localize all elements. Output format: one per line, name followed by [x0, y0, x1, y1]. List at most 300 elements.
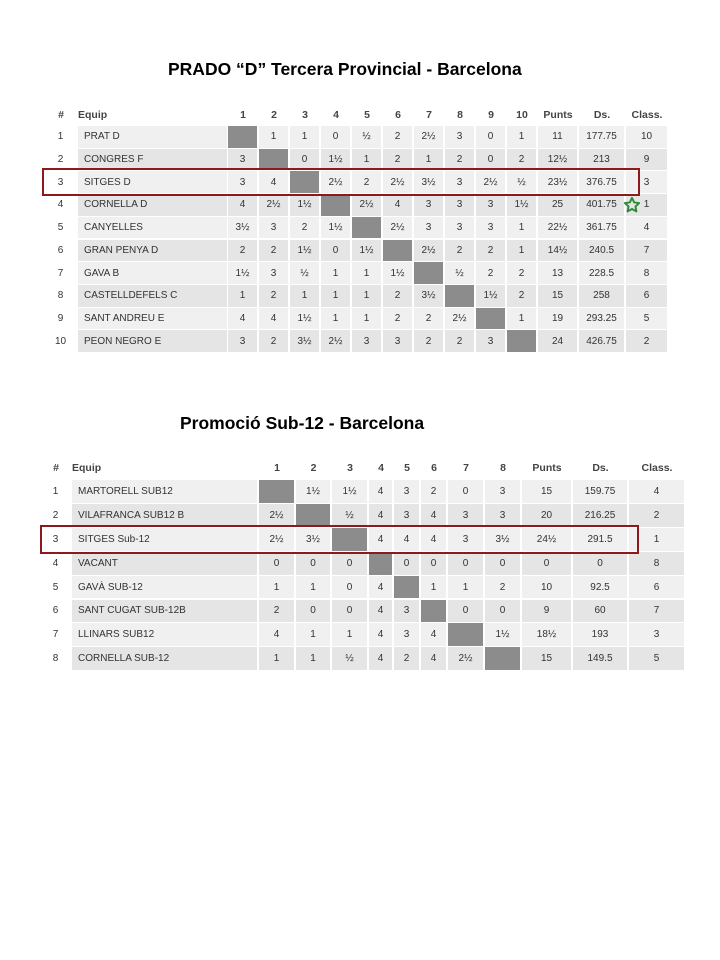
header-cell: 7 — [463, 462, 469, 474]
result-cell: 4 — [369, 647, 392, 670]
points-cell: 10 — [522, 576, 571, 599]
rank-cell: 3 — [57, 176, 64, 188]
result-cell: 1½ — [321, 217, 350, 239]
header-cell: Ds. — [592, 462, 609, 474]
team-name: SITGES D — [78, 171, 227, 193]
tiebreak-cell: 228.5 — [579, 262, 624, 284]
result-cell: 2½ — [259, 504, 294, 527]
result-cell: 2 — [507, 285, 536, 307]
result-cell: 2 — [507, 262, 536, 284]
team-name: LLINARS SUB12 — [72, 623, 257, 646]
table-header — [46, 104, 663, 126]
result-cell: 2 — [445, 149, 474, 171]
result-cell: 3 — [352, 330, 381, 352]
rank-cell: 2 — [52, 509, 59, 521]
result-cell: ½ — [332, 504, 367, 527]
table-row — [46, 285, 650, 307]
team-name: GAVÀ SUB-12 — [72, 576, 257, 599]
table-row — [46, 194, 650, 216]
rank-cell: 1 — [52, 485, 59, 497]
class-cell: 8 — [629, 552, 684, 575]
class-cell: 5 — [626, 308, 667, 330]
rank-cell: 10 — [54, 335, 67, 347]
table-row — [42, 480, 660, 503]
result-cell: 3 — [414, 194, 443, 216]
result-cell: 1½ — [290, 240, 319, 262]
table1-title: PRADO “D” Tercera Provincial - Barcelona — [168, 59, 522, 79]
header-cell: 6 — [431, 462, 437, 474]
team-name: PEON NEGRO E — [78, 330, 227, 352]
result-cell: 1 — [296, 576, 330, 599]
result-cell: 4 — [421, 504, 446, 527]
tiebreak-cell: 159.75 — [573, 480, 627, 503]
rank-cell: 7 — [57, 267, 64, 279]
result-cell: 3 — [445, 217, 474, 239]
result-cell: 2½ — [476, 171, 505, 193]
result-cell: 1½ — [321, 149, 350, 171]
result-cell: 2 — [352, 171, 381, 193]
result-cell: 1½ — [228, 262, 257, 284]
diagonal-cell — [507, 330, 536, 352]
result-cell: 3 — [228, 171, 257, 193]
tiebreak-cell: 216.25 — [573, 504, 627, 527]
header-cell: 1 — [240, 109, 246, 121]
result-cell: 0 — [290, 149, 319, 171]
result-cell: 1 — [259, 576, 294, 599]
result-cell: 3 — [476, 217, 505, 239]
result-cell: 1 — [352, 262, 381, 284]
class-cell: 5 — [629, 647, 684, 670]
result-cell: 1 — [448, 576, 483, 599]
header-cell: Punts — [543, 109, 573, 121]
points-cell: 12½ — [538, 149, 577, 171]
team-name: CASTELLDEFELS C — [78, 285, 227, 307]
tiebreak-cell: 240.5 — [579, 240, 624, 262]
result-cell: 3 — [259, 217, 288, 239]
header-cell: 6 — [395, 109, 401, 121]
result-cell: 3 — [448, 504, 483, 527]
result-cell: 3 — [445, 171, 474, 193]
result-cell: 3 — [394, 623, 419, 646]
table-row — [42, 647, 660, 670]
tiebreak-cell: 213 — [579, 149, 624, 171]
points-cell: 20 — [522, 504, 571, 527]
tiebreak-cell: 293.25 — [579, 308, 624, 330]
class-cell: 7 — [626, 240, 667, 262]
diagonal-cell — [369, 552, 392, 575]
result-cell: 3 — [476, 330, 505, 352]
rank-cell: 6 — [57, 244, 64, 256]
result-cell: 2 — [414, 308, 443, 330]
result-cell: 1½ — [290, 194, 319, 216]
result-cell: ½ — [332, 647, 367, 670]
tiebreak-cell: 149.5 — [573, 647, 627, 670]
result-cell: 0 — [485, 552, 520, 575]
result-cell: 0 — [321, 126, 350, 148]
result-cell: 2½ — [321, 330, 350, 352]
result-cell: 4 — [369, 528, 392, 551]
team-name: SITGES Sub-12 — [72, 528, 257, 551]
result-cell: 1½ — [476, 285, 505, 307]
table-row — [46, 126, 653, 148]
header-cell: 9 — [488, 109, 494, 121]
result-cell: 2 — [383, 149, 412, 171]
result-cell: 4 — [369, 576, 392, 599]
result-cell: 1 — [259, 647, 294, 670]
result-cell: 2 — [485, 576, 520, 599]
class-cell: 9 — [626, 149, 667, 171]
header-cell: 2 — [271, 109, 277, 121]
result-cell: 4 — [259, 308, 288, 330]
result-cell: 4 — [421, 647, 446, 670]
result-cell: 3 — [414, 217, 443, 239]
result-cell: 0 — [332, 552, 367, 575]
header-cell: 3 — [347, 462, 353, 474]
result-cell: 0 — [448, 480, 483, 503]
result-cell: 3½ — [296, 528, 330, 551]
result-cell: 3 — [485, 504, 520, 527]
result-cell: 3½ — [228, 217, 257, 239]
header-cell: 8 — [500, 462, 506, 474]
result-cell: 0 — [421, 552, 446, 575]
team-name: SANT CUGAT SUB-12B — [72, 600, 257, 623]
result-cell: 1½ — [332, 480, 367, 503]
result-cell: 2½ — [352, 194, 381, 216]
header-cell: 5 — [404, 462, 410, 474]
header-cell: # — [58, 109, 64, 121]
tiebreak-cell: 376.75 — [579, 171, 624, 193]
result-cell: 2 — [259, 600, 294, 623]
rank-cell: 5 — [52, 581, 59, 593]
result-cell: 4 — [394, 528, 419, 551]
table-row — [42, 504, 660, 527]
result-cell: 3 — [445, 194, 474, 216]
result-cell: 1 — [507, 308, 536, 330]
team-name: SANT ANDREU E — [78, 308, 227, 330]
rank-cell: 8 — [57, 290, 64, 302]
points-cell: 19 — [538, 308, 577, 330]
diagonal-cell — [445, 285, 474, 307]
result-cell: 1 — [332, 623, 367, 646]
diagonal-cell — [296, 504, 330, 527]
result-cell: 3 — [259, 262, 288, 284]
tiebreak-cell: 291.5 — [573, 528, 627, 551]
result-cell: 2 — [476, 240, 505, 262]
result-cell: 2 — [476, 262, 505, 284]
result-cell: 0 — [332, 600, 367, 623]
result-cell: ½ — [290, 262, 319, 284]
class-cell: 4 — [626, 217, 667, 239]
class-cell: 1 — [626, 194, 667, 216]
result-cell: 4 — [369, 600, 392, 623]
result-cell: 4 — [369, 504, 392, 527]
result-cell: 3½ — [485, 528, 520, 551]
team-name: GAVA B — [78, 262, 227, 284]
header-cell: 1 — [274, 462, 280, 474]
result-cell: 0 — [321, 240, 350, 262]
result-cell: 2 — [383, 285, 412, 307]
diagonal-cell — [383, 240, 412, 262]
points-cell: 0 — [522, 552, 571, 575]
points-cell: 22½ — [538, 217, 577, 239]
rank-cell: 4 — [52, 557, 59, 569]
result-cell: 2½ — [414, 240, 443, 262]
highlight-frame — [42, 168, 640, 196]
team-name: MARTORELL SUB12 — [72, 480, 257, 503]
diagonal-cell — [259, 149, 288, 171]
result-cell: 3 — [383, 330, 412, 352]
result-cell: 1 — [259, 126, 288, 148]
class-cell: 10 — [626, 126, 667, 148]
result-cell: 2 — [383, 308, 412, 330]
points-cell: 9 — [522, 600, 571, 623]
team-name: CORNELLA SUB-12 — [72, 647, 257, 670]
diagonal-cell — [394, 576, 419, 599]
header-cell: Class. — [641, 462, 673, 474]
header-cell: 4 — [333, 109, 339, 121]
header-cell: # — [53, 462, 59, 474]
tiebreak-cell: 426.75 — [579, 330, 624, 352]
result-cell: 2 — [228, 240, 257, 262]
result-cell: 4 — [421, 528, 446, 551]
class-cell: 1 — [629, 528, 684, 551]
result-cell: 0 — [448, 552, 483, 575]
team-name: VILAFRANCA SUB12 B — [72, 504, 257, 527]
highlight-frame — [40, 525, 639, 554]
team-name: VACANT — [72, 552, 257, 575]
points-cell: 24½ — [522, 528, 571, 551]
result-cell: 1 — [352, 149, 381, 171]
result-cell: ½ — [352, 126, 381, 148]
points-cell: 24 — [538, 330, 577, 352]
result-cell: 0 — [476, 126, 505, 148]
header-cell: Equip — [78, 109, 108, 121]
result-cell: 2½ — [383, 171, 412, 193]
class-cell: 6 — [629, 576, 684, 599]
result-cell: 2½ — [259, 528, 294, 551]
table-row — [42, 552, 660, 575]
result-cell: 1 — [421, 576, 446, 599]
header-cell: 2 — [310, 462, 317, 474]
table-row — [42, 576, 660, 599]
result-cell: 1 — [290, 285, 319, 307]
result-cell: 4 — [228, 194, 257, 216]
diagonal-cell — [352, 217, 381, 239]
table-row — [46, 330, 650, 352]
result-cell: 1 — [507, 126, 536, 148]
result-cell: 2½ — [383, 217, 412, 239]
result-cell: 3 — [394, 600, 419, 623]
result-cell: 2 — [414, 330, 443, 352]
result-cell: 3 — [445, 126, 474, 148]
rank-cell: 4 — [57, 199, 64, 211]
result-cell: 2 — [290, 217, 319, 239]
result-cell: 1 — [352, 285, 381, 307]
tiebreak-cell: 92.5 — [573, 576, 627, 599]
result-cell: 2½ — [448, 647, 483, 670]
table2-title: Promoció Sub-12 - Barcelona — [180, 413, 425, 433]
result-cell: 1 — [352, 308, 381, 330]
result-cell: 1 — [321, 308, 350, 330]
table-row — [46, 308, 650, 330]
points-cell: 18½ — [522, 623, 571, 646]
tiebreak-cell: 177.75 — [579, 126, 624, 148]
result-cell: 2 — [445, 330, 474, 352]
result-cell: 4 — [259, 623, 294, 646]
table-row — [46, 149, 650, 171]
result-cell: 1 — [321, 262, 350, 284]
result-cell: 2½ — [321, 171, 350, 193]
team-name: CONGRES F — [78, 149, 227, 171]
result-cell: 1 — [296, 623, 330, 646]
result-cell: 3 — [394, 480, 419, 503]
class-cell: 7 — [629, 600, 684, 623]
header-cell: Ds. — [593, 109, 611, 121]
table-row — [42, 600, 660, 623]
result-cell: 3½ — [414, 285, 443, 307]
points-cell: 15 — [522, 480, 571, 503]
result-cell: 4 — [383, 194, 412, 216]
rank-cell: 9 — [57, 312, 64, 324]
result-cell: 0 — [448, 600, 483, 623]
diagonal-cell — [414, 262, 443, 284]
result-cell: 1 — [296, 647, 330, 670]
result-cell: 2½ — [414, 126, 443, 148]
result-cell: 1 — [321, 285, 350, 307]
result-cell: 1 — [414, 149, 443, 171]
result-cell: 1 — [507, 240, 536, 262]
team-name: PRAT D — [78, 126, 227, 148]
header-cell: 10 — [516, 109, 528, 121]
tiebreak-cell: 193 — [573, 623, 627, 646]
result-cell: 4 — [228, 308, 257, 330]
points-cell: 11 — [538, 126, 577, 148]
result-cell: 4 — [259, 171, 288, 193]
result-cell: 2 — [259, 330, 288, 352]
table-row — [42, 623, 660, 646]
result-cell: 1½ — [383, 262, 412, 284]
result-cell: 2½ — [259, 194, 288, 216]
points-cell: 15 — [538, 285, 577, 307]
star-icon — [623, 196, 641, 219]
team-name: GRAN PENYA D — [78, 240, 227, 262]
result-cell: 1½ — [352, 240, 381, 262]
header-cell: 5 — [364, 109, 370, 121]
rank-cell: 1 — [57, 131, 64, 143]
points-cell: 23½ — [538, 171, 577, 193]
diagonal-cell — [259, 480, 294, 503]
result-cell: 3½ — [414, 171, 443, 193]
class-cell: 3 — [626, 171, 667, 193]
tiebreak-cell: 258 — [579, 285, 624, 307]
rank-cell: 3 — [52, 533, 59, 545]
rank-cell: 5 — [57, 222, 64, 234]
tiebreak-cell: 401.75 — [579, 194, 624, 216]
rank-cell: 2 — [57, 154, 64, 166]
table-row — [46, 240, 650, 262]
header-cell: 4 — [378, 462, 384, 474]
result-cell: 3 — [485, 480, 520, 503]
result-cell: ½ — [445, 262, 474, 284]
points-cell: 15 — [522, 647, 571, 670]
result-cell: 1 — [507, 217, 536, 239]
table-row — [46, 262, 650, 284]
header-cell: 7 — [426, 109, 432, 121]
result-cell: 3 — [394, 504, 419, 527]
class-cell: 4 — [629, 480, 684, 503]
result-cell: 3 — [228, 330, 257, 352]
result-cell: 4 — [421, 623, 446, 646]
result-cell: 0 — [296, 600, 330, 623]
result-cell: 4 — [369, 623, 392, 646]
result-cell: 2½ — [445, 308, 474, 330]
header-cell: Equip — [72, 462, 102, 474]
tiebreak-cell: 361.75 — [579, 217, 624, 239]
class-cell: 3 — [629, 623, 684, 646]
result-cell: 3 — [476, 194, 505, 216]
diagonal-cell — [476, 308, 505, 330]
result-cell: 4 — [369, 480, 392, 503]
class-cell: 2 — [626, 330, 667, 352]
result-cell: 1 — [228, 285, 257, 307]
header-cell: Punts — [532, 462, 562, 474]
header-cell: Class. — [631, 109, 663, 121]
result-cell: 0 — [332, 576, 367, 599]
class-cell: 6 — [626, 285, 667, 307]
class-cell: 2 — [629, 504, 684, 527]
tiebreak-cell: 0 — [573, 552, 627, 575]
result-cell: 3 — [228, 149, 257, 171]
diagonal-cell — [448, 623, 483, 646]
diagonal-cell — [228, 126, 257, 148]
result-cell: 0 — [296, 552, 330, 575]
rank-cell: 8 — [52, 653, 59, 665]
table-row — [46, 217, 650, 239]
result-cell: 0 — [485, 600, 520, 623]
diagonal-cell — [421, 600, 446, 623]
diagonal-cell — [321, 194, 350, 216]
result-cell: 3½ — [290, 330, 319, 352]
result-cell: 1 — [290, 126, 319, 148]
result-cell: 3 — [448, 528, 483, 551]
header-cell: 8 — [457, 109, 463, 121]
class-cell: 8 — [626, 262, 667, 284]
rank-cell: 6 — [52, 605, 59, 617]
result-cell: 2 — [421, 480, 446, 503]
points-cell: 13 — [538, 262, 577, 284]
result-cell: ½ — [507, 171, 536, 193]
result-cell: 2 — [394, 647, 419, 670]
team-name: CANYELLES — [78, 217, 227, 239]
points-cell: 14½ — [538, 240, 577, 262]
team-name: CORNELLA D — [78, 194, 227, 216]
points-cell: 25 — [538, 194, 577, 216]
result-cell: 0 — [476, 149, 505, 171]
result-cell: 2 — [445, 240, 474, 262]
table-header — [42, 456, 673, 480]
result-cell: 1½ — [485, 623, 520, 646]
header-cell: 3 — [302, 109, 308, 121]
result-cell: 0 — [394, 552, 419, 575]
result-cell: 1½ — [290, 308, 319, 330]
result-cell: 1½ — [507, 194, 536, 216]
result-cell: 2 — [259, 240, 288, 262]
result-cell: 2 — [507, 149, 536, 171]
tiebreak-cell: 60 — [573, 600, 627, 623]
result-cell: 1½ — [296, 480, 330, 503]
rank-cell: 7 — [52, 629, 59, 641]
diagonal-cell — [485, 647, 520, 670]
